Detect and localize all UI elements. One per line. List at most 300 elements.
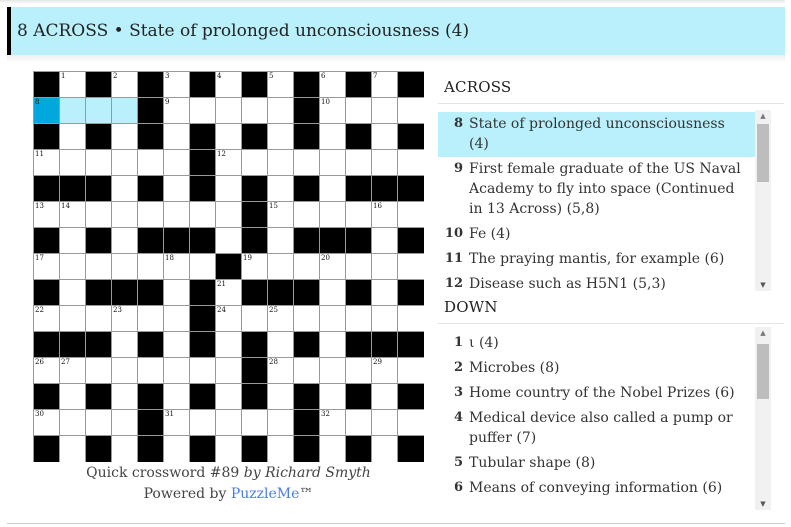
grid-cell[interactable] (60, 410, 86, 436)
puzzle-title: Quick crossword #89 (86, 465, 244, 481)
grid-cell[interactable] (242, 98, 268, 124)
cell-number: 7 (373, 72, 378, 80)
grid-cell[interactable] (398, 306, 424, 332)
black-cell (86, 332, 112, 358)
clue-text: Microbes (8) (469, 360, 560, 376)
grid-cell[interactable] (268, 410, 294, 436)
grid-cell[interactable] (112, 254, 138, 280)
black-cell (138, 332, 164, 358)
grid-cell[interactable] (320, 358, 346, 384)
black-cell (190, 384, 216, 410)
grid-cell[interactable] (268, 358, 294, 384)
cell-number: 19 (243, 254, 252, 262)
black-cell (398, 332, 424, 358)
black-cell (294, 72, 320, 98)
grid-cell[interactable] (372, 98, 398, 124)
bottom-divider (7, 523, 785, 524)
clue-text: State of prolonged unconsciousness (4) (469, 116, 725, 152)
black-cell (190, 124, 216, 150)
grid-cell[interactable] (346, 410, 372, 436)
black-cell (34, 228, 60, 254)
grid-cell[interactable] (164, 436, 190, 462)
grid-cell[interactable] (60, 306, 86, 332)
grid-cell[interactable] (60, 358, 86, 384)
black-cell (34, 436, 60, 462)
grid-cell[interactable] (268, 332, 294, 358)
grid-cell[interactable] (164, 332, 190, 358)
grid-cell[interactable] (164, 384, 190, 410)
grid-cell[interactable] (86, 202, 112, 228)
cell-number: 5 (269, 72, 274, 80)
grid-cell[interactable] (320, 306, 346, 332)
black-cell (320, 228, 346, 254)
grid-cell[interactable] (294, 254, 320, 280)
grid-cell[interactable] (216, 150, 242, 176)
grid-cell[interactable] (372, 280, 398, 306)
grid-cell[interactable] (60, 228, 86, 254)
grid-cell[interactable] (320, 176, 346, 202)
grid-cell[interactable] (216, 124, 242, 150)
black-cell (372, 176, 398, 202)
black-cell (346, 384, 372, 410)
black-cell (294, 124, 320, 150)
grid-cell[interactable] (60, 124, 86, 150)
grid-cell[interactable] (34, 358, 60, 384)
grid-cell[interactable] (242, 150, 268, 176)
cell-number: 25 (269, 306, 278, 314)
clue-text: Medical device also called a pump or puffer (7) (469, 410, 733, 446)
cell-number: 8 (35, 98, 40, 106)
cell-number: 26 (35, 358, 44, 366)
black-cell (86, 228, 112, 254)
grid-cell[interactable] (372, 124, 398, 150)
clue-text: Means of conveying information (6) (469, 480, 723, 496)
grid-cell[interactable] (216, 306, 242, 332)
black-cell (346, 436, 372, 462)
clue-text: Fe (4) (469, 226, 511, 242)
scroll-up-icon[interactable]: ▲ (760, 112, 766, 120)
grid-cell[interactable] (112, 98, 138, 124)
black-cell (190, 436, 216, 462)
grid-cell[interactable] (268, 306, 294, 332)
clue-number: 4 (453, 410, 463, 425)
black-cell (34, 280, 60, 306)
scroll-down-icon[interactable]: ▼ (760, 281, 766, 289)
grid-cell[interactable] (216, 384, 242, 410)
down-clue-item[interactable] (438, 331, 755, 356)
grid-cell[interactable] (320, 72, 346, 98)
grid-cell[interactable] (320, 254, 346, 280)
black-cell (34, 384, 60, 410)
black-cell (60, 176, 86, 202)
cell-number: 31 (165, 410, 174, 418)
grid-cell[interactable] (268, 254, 294, 280)
black-cell (242, 202, 268, 228)
grid-cell[interactable] (60, 150, 86, 176)
cell-number: 15 (269, 202, 278, 210)
grid-cell[interactable] (372, 358, 398, 384)
grid-cell[interactable] (138, 202, 164, 228)
clue-bar-shadow (7, 55, 785, 63)
down-scrollbar[interactable] (755, 327, 771, 510)
grid-cell[interactable] (398, 98, 424, 124)
cell-number: 22 (35, 306, 44, 314)
grid-cell[interactable] (112, 150, 138, 176)
down-clue-item[interactable] (438, 451, 755, 476)
grid-cell[interactable] (112, 410, 138, 436)
black-cell (86, 280, 112, 306)
puzzle-title-line (33, 463, 424, 484)
grid-cell[interactable] (60, 254, 86, 280)
grid-cell[interactable] (242, 306, 268, 332)
grid-cell[interactable] (164, 306, 190, 332)
black-cell (346, 124, 372, 150)
cell-number: 11 (35, 150, 44, 158)
grid-cell[interactable] (216, 98, 242, 124)
grid-cell[interactable] (86, 306, 112, 332)
clue-number: 1 (453, 335, 463, 350)
black-cell (190, 228, 216, 254)
clue-text: The praying mantis, for example (6) (469, 251, 725, 267)
black-cell (346, 176, 372, 202)
grid-cell[interactable] (138, 306, 164, 332)
across-scroll-thumb[interactable] (757, 124, 769, 182)
grid-cell[interactable] (216, 176, 242, 202)
black-cell (138, 384, 164, 410)
grid-cell[interactable] (34, 306, 60, 332)
down-clue-list[interactable] (438, 331, 772, 511)
grid-cell[interactable] (112, 72, 138, 98)
cell-number: 24 (217, 306, 226, 314)
clue-number: 6 (453, 480, 463, 495)
black-cell (294, 384, 320, 410)
cell-number: 6 (321, 72, 326, 80)
puzzle-caption (33, 463, 424, 505)
black-cell (398, 176, 424, 202)
grid-cell[interactable] (60, 280, 86, 306)
clue-number: 5 (453, 455, 463, 470)
black-cell (242, 176, 268, 202)
grid-cell[interactable] (294, 358, 320, 384)
black-cell (398, 72, 424, 98)
grid-cell[interactable] (86, 410, 112, 436)
cell-number: 9 (165, 98, 170, 106)
grid-cell[interactable] (112, 384, 138, 410)
grid-cell[interactable] (216, 228, 242, 254)
black-cell (190, 150, 216, 176)
grid-cell[interactable] (216, 280, 242, 306)
across-clue-item[interactable] (438, 157, 755, 222)
cell-number: 2 (113, 72, 118, 80)
across-clue-item[interactable] (438, 222, 755, 247)
down-scroll-thumb[interactable] (757, 344, 769, 399)
grid-cell[interactable] (346, 150, 372, 176)
black-cell (164, 228, 190, 254)
black-cell (138, 280, 164, 306)
black-cell (86, 176, 112, 202)
grid-cell[interactable] (34, 150, 60, 176)
black-cell (112, 280, 138, 306)
grid-cell[interactable] (320, 332, 346, 358)
grid-cell[interactable] (216, 202, 242, 228)
grid-cell[interactable] (216, 436, 242, 462)
trademark: ™ (299, 486, 314, 502)
across-clue-item[interactable] (438, 112, 755, 157)
cell-number: 16 (373, 202, 382, 210)
grid-cell[interactable] (138, 254, 164, 280)
grid-cell[interactable] (112, 306, 138, 332)
grid-cell[interactable] (60, 436, 86, 462)
grid-cell[interactable] (320, 436, 346, 462)
black-cell (138, 124, 164, 150)
grid-cell[interactable] (112, 124, 138, 150)
grid-cell[interactable] (294, 202, 320, 228)
grid-cell[interactable] (294, 306, 320, 332)
clue-number: 12 (444, 276, 463, 290)
black-cell (268, 280, 294, 306)
black-cell (86, 124, 112, 150)
grid-cell[interactable] (164, 176, 190, 202)
grid-cell[interactable] (138, 358, 164, 384)
grid-cell[interactable] (112, 358, 138, 384)
black-cell (242, 384, 268, 410)
black-cell (60, 332, 86, 358)
grid-cell[interactable] (372, 384, 398, 410)
grid-cell[interactable] (372, 228, 398, 254)
grid-cell[interactable] (268, 72, 294, 98)
black-cell (398, 124, 424, 150)
grid-cell[interactable] (268, 228, 294, 254)
grid-cell[interactable] (190, 254, 216, 280)
clue-text: Tubular shape (8) (469, 455, 596, 471)
across-scrollbar[interactable] (755, 110, 771, 291)
grid-cell[interactable] (34, 202, 60, 228)
grid-cell[interactable] (320, 280, 346, 306)
grid-cell[interactable] (112, 176, 138, 202)
across-clue-list[interactable] (438, 112, 772, 290)
grid-cell[interactable] (164, 98, 190, 124)
cell-number: 28 (269, 358, 278, 366)
across-divider (438, 103, 784, 104)
grid-cell[interactable] (216, 72, 242, 98)
clue-number: 8 (453, 116, 463, 131)
cell-number: 21 (217, 280, 226, 288)
black-cell (346, 280, 372, 306)
clue-number: 3 (453, 385, 463, 400)
cell-number: 30 (35, 410, 44, 418)
grid-cell[interactable] (320, 202, 346, 228)
down-heading: DOWN (444, 298, 498, 316)
cell-number: 27 (61, 358, 70, 366)
grid-cell[interactable] (320, 410, 346, 436)
puzzleme-link[interactable]: PuzzleMe (230, 486, 300, 502)
grid-cell[interactable] (242, 410, 268, 436)
grid-cell[interactable] (216, 358, 242, 384)
black-cell (346, 72, 372, 98)
grid-cell[interactable] (34, 254, 60, 280)
black-cell (294, 332, 320, 358)
grid-cell[interactable] (294, 150, 320, 176)
clue-number: 2 (453, 360, 463, 375)
black-cell (398, 228, 424, 254)
cell-number: 13 (35, 202, 44, 210)
grid-cell[interactable] (268, 176, 294, 202)
black-cell (138, 98, 164, 124)
grid-cell[interactable] (164, 410, 190, 436)
puzzle-author: by Richard Smyth (243, 465, 371, 481)
grid-cell[interactable] (164, 358, 190, 384)
black-cell (346, 228, 372, 254)
cell-number: 14 (61, 202, 70, 210)
powered-by-line (33, 484, 424, 505)
black-cell (34, 332, 60, 358)
cell-number: 1 (61, 72, 66, 80)
black-cell (242, 358, 268, 384)
grid-cell[interactable] (138, 150, 164, 176)
cell-number: 3 (165, 72, 170, 80)
down-clue-item[interactable] (438, 381, 755, 406)
grid-cell[interactable] (346, 254, 372, 280)
cell-number: 12 (217, 150, 226, 158)
black-cell (398, 384, 424, 410)
black-cell (294, 410, 320, 436)
black-cell (398, 280, 424, 306)
clue-text: Disease such as H5N1 (5,3) (469, 276, 666, 290)
current-clue-bar (7, 7, 785, 55)
grid-cell[interactable] (268, 150, 294, 176)
clue-number: 11 (444, 251, 463, 266)
down-clue-item[interactable] (438, 406, 755, 451)
grid-cell[interactable] (34, 410, 60, 436)
grid-cell[interactable] (190, 410, 216, 436)
clue-text: First female graduate of the US Naval Academy to fly into space (Continued in 13 Across) (5,8) (469, 161, 741, 217)
grid-cell[interactable] (398, 254, 424, 280)
grid-cell[interactable] (268, 98, 294, 124)
grid-cell[interactable] (346, 98, 372, 124)
cell-number: 23 (113, 306, 122, 314)
grid-cell[interactable] (372, 306, 398, 332)
cell-number: 4 (217, 72, 222, 80)
grid-cell[interactable] (164, 254, 190, 280)
cell-number: 18 (165, 254, 174, 262)
grid-cell[interactable] (398, 358, 424, 384)
grid-cell[interactable] (346, 358, 372, 384)
black-cell (34, 72, 60, 98)
grid-cell[interactable] (164, 72, 190, 98)
grid-cell[interactable] (112, 332, 138, 358)
cell-number: 17 (35, 254, 44, 262)
grid-cell[interactable] (320, 98, 346, 124)
black-cell (242, 72, 268, 98)
black-cell (294, 280, 320, 306)
grid-cell[interactable] (320, 150, 346, 176)
grid-cell[interactable] (242, 254, 268, 280)
grid-cell[interactable] (190, 98, 216, 124)
grid-cell[interactable] (372, 150, 398, 176)
grid-cell[interactable] (320, 124, 346, 150)
black-cell (294, 176, 320, 202)
grid-cell[interactable] (112, 228, 138, 254)
grid-cell[interactable] (268, 124, 294, 150)
grid-cell[interactable] (398, 410, 424, 436)
black-cell (86, 72, 112, 98)
grid-cell[interactable] (60, 384, 86, 410)
grid-cell[interactable] (60, 202, 86, 228)
grid-cell[interactable] (164, 280, 190, 306)
black-cell (190, 332, 216, 358)
black-cell (138, 410, 164, 436)
black-cell (138, 228, 164, 254)
grid-cell[interactable] (372, 72, 398, 98)
down-divider (438, 323, 784, 324)
grid-cell[interactable] (398, 150, 424, 176)
top-shadow (0, 0, 785, 4)
black-cell (34, 176, 60, 202)
cell-number: 32 (321, 410, 330, 418)
grid-cell[interactable] (86, 98, 112, 124)
cell-number: 20 (321, 254, 330, 262)
grid-cell[interactable] (372, 254, 398, 280)
grid-cell[interactable] (346, 306, 372, 332)
down-clue-item[interactable] (438, 476, 755, 501)
black-cell (138, 176, 164, 202)
grid-cell[interactable] (190, 202, 216, 228)
scroll-up-icon[interactable]: ▲ (760, 329, 766, 337)
black-cell (242, 228, 268, 254)
grid-cell[interactable] (112, 202, 138, 228)
crossword-grid[interactable] (33, 71, 424, 462)
grid-cell[interactable] (372, 410, 398, 436)
black-cell (138, 72, 164, 98)
grid-cell[interactable] (112, 436, 138, 462)
across-clue-item[interactable] (438, 272, 755, 290)
grid-cell[interactable] (164, 150, 190, 176)
grid-cell[interactable] (398, 202, 424, 228)
black-cell (242, 124, 268, 150)
black-cell (86, 384, 112, 410)
black-cell (346, 332, 372, 358)
cell-number: 10 (321, 98, 330, 106)
grid-cell[interactable] (346, 202, 372, 228)
grid-cell[interactable] (268, 384, 294, 410)
scroll-down-icon[interactable]: ▼ (760, 500, 766, 508)
clue-text: ι (4) (469, 335, 499, 351)
black-cell (86, 436, 112, 462)
grid-cell[interactable] (86, 358, 112, 384)
grid-cell[interactable] (34, 98, 60, 124)
black-cell (190, 280, 216, 306)
across-clue-item[interactable] (438, 247, 755, 272)
grid-cell[interactable] (372, 436, 398, 462)
grid-cell[interactable] (60, 98, 86, 124)
black-cell (242, 280, 268, 306)
grid-cell[interactable] (86, 150, 112, 176)
grid-cell[interactable] (320, 384, 346, 410)
grid-cell[interactable] (268, 436, 294, 462)
grid-cell[interactable] (372, 202, 398, 228)
grid-cell[interactable] (164, 202, 190, 228)
grid-cell[interactable] (86, 254, 112, 280)
grid-cell[interactable] (268, 202, 294, 228)
clue-text: Home country of the Nobel Prizes (6) (469, 385, 735, 401)
clue-number: 10 (444, 226, 463, 241)
grid-cell[interactable] (216, 410, 242, 436)
grid-cell[interactable] (60, 72, 86, 98)
grid-cell[interactable] (164, 124, 190, 150)
down-clue-item[interactable] (438, 356, 755, 381)
grid-cell[interactable] (190, 358, 216, 384)
grid-cell[interactable] (216, 332, 242, 358)
